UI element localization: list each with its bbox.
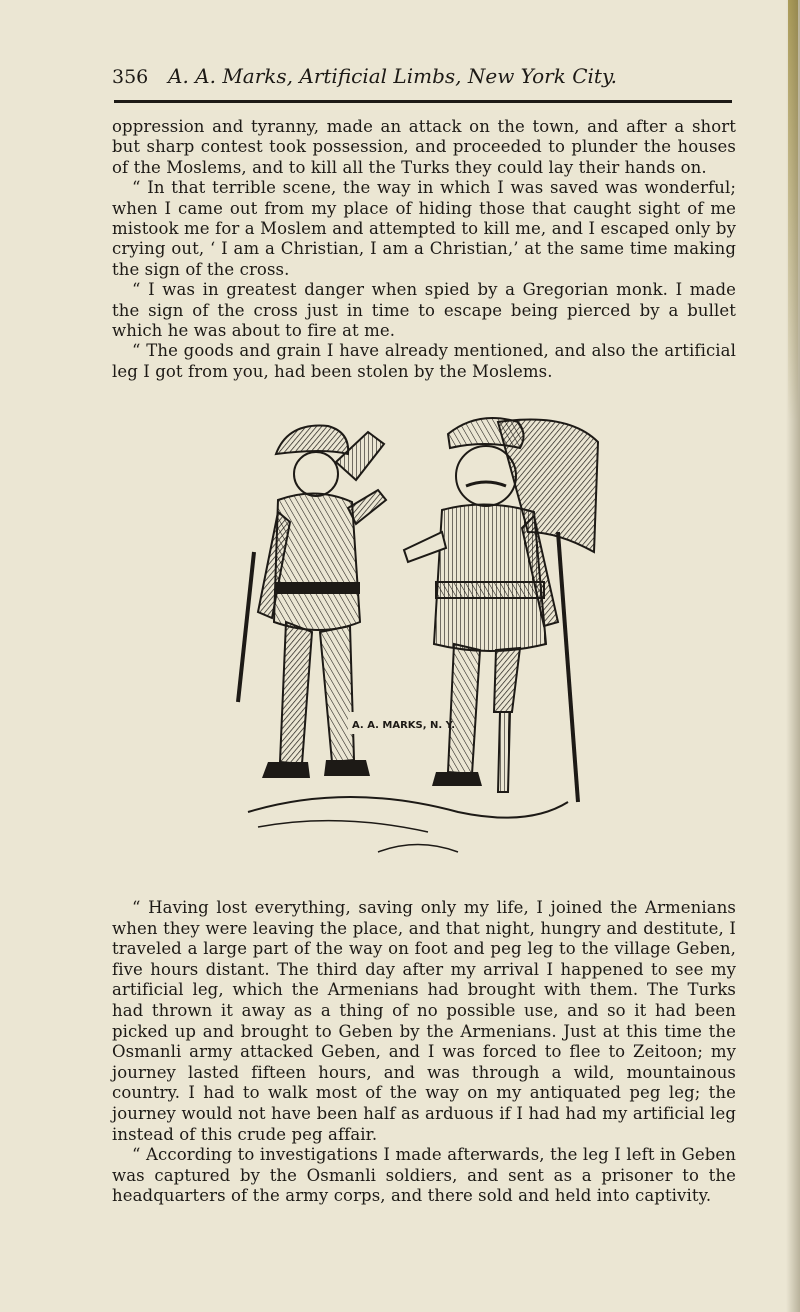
paragraph: “ I was in greatest danger when spied by a Gregorian monk. I made the sign of the cross just in time to escape being pierced by a bullet which he was about to fire at me.: [112, 280, 736, 341]
illustration-caption: A. A. MARKS, N. Y.: [352, 720, 456, 731]
text-block-bottom: [112, 898, 736, 1207]
paragraph: “ In that terrible scene, the way in which I was saved was wonderful; when I came out from my place of hiding those that caught sight of me mistook me for a Moslem and attempted to kill me, and I escaped only by crying out, ‘ I am a Christian, I am a Christian,’ at the same time making the sign of the cross.: [112, 178, 736, 279]
illustration-drawing: [228, 382, 618, 870]
page-edge-shadow: [786, 0, 800, 1312]
illustration: [228, 382, 618, 870]
page-header: [112, 62, 732, 98]
header-rule: [114, 100, 732, 103]
paragraph: “ Having lost everything, saving only my life, I joined the Armenians when they were leaving the place, and that night, hungry and destitute, I traveled a large part of the way on foot and peg leg to the village Geben, five hours distant. The third day after my arrival I happened to see my artificial leg, which the Armenians had brought with them. The Turks had thrown it away as a thing of no possible use, and so it had been picked up and brought to Geben by the Armenians. Just at this time the Osmanli army attacked Geben, and I was forced to flee to Zeitoon; my journey lasted fifteen hours, and was through a wild, mountainous country. I had to walk most of the way on my antiquated peg leg; the journey would not have been half as arduous if I had had my artificial leg instead of this crude peg affair.: [112, 898, 736, 1144]
page-number: 356: [112, 66, 149, 88]
paragraph: “ The goods and grain I have already mentioned, and also the artificial leg I got from you, had been stolen by the Moslems.: [112, 341, 736, 381]
running-head: A. A. Marks, Artificial Limbs, New York City.: [168, 64, 617, 88]
paragraph: oppression and tyranny, made an attack on the town, and after a short but sharp contest took possession, and proceeded to plunder the houses of the Moslems, and to kill all the Turks they could lay their hands on.: [112, 117, 736, 177]
paragraph: “ According to investigations I made afterwards, the leg I left in Geben was captured by the Osmanli soldiers, and sent as a prisoner to the headquarters of the army corps, and there sold and held into captivity.: [112, 1145, 736, 1206]
text-block-top: [112, 117, 736, 382]
